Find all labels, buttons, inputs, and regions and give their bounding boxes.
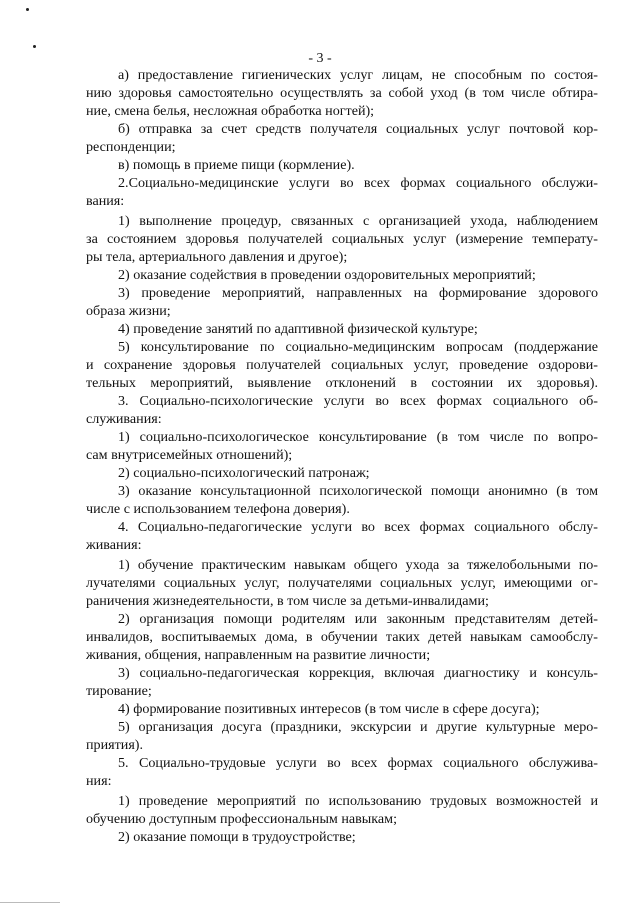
text-line: лучателями социальных услуг, получателями социальных услуг, имеющими ог- [86, 575, 598, 591]
text-line: ния: [86, 773, 112, 789]
text-line: вания: [86, 193, 125, 209]
document-body [86, 66, 598, 846]
text-line: б) отправка за счет средств получателя социальных услуг почтовой кор- [118, 121, 598, 137]
text-line: 2.Социально-медицинские услуги во всех формах социального обслужи- [118, 175, 598, 191]
text-line: 3) оказание консультационной психологической помощи анонимно (в том [118, 483, 598, 499]
text-line: приятия). [86, 737, 144, 753]
text-line: числе с использованием телефона доверия). [86, 501, 350, 517]
text-line: нию здоровья самостоятельно осуществлять за собой уход (в том числе обтира- [86, 85, 598, 101]
text-line: 3) социально-педагогическая коррекция, включая диагностику и консуль- [118, 665, 598, 681]
text-line: тирование; [86, 683, 152, 699]
text-line: обучению доступным профессиональным навыкам; [86, 811, 398, 827]
text-line: и сохранение здоровья получателей социальных услуг, проведение оздорови- [86, 357, 598, 373]
text-line: ние, смена белья, несложная обработка ногтей); [86, 103, 375, 119]
text-line: сам внутрисемейных отношений); [86, 447, 293, 463]
text-line: служивания: [86, 411, 162, 427]
text-line: 1) выполнение процедур, связанных с организацией ухода, наблюдением [118, 213, 598, 229]
text-line: 3) проведение мероприятий, направленных на формирование здорового [118, 285, 598, 301]
text-line: 5) консультирование по социально-медицинским вопросам (поддержание [118, 339, 598, 355]
text-line: а) предоставление гигиенических услуг лицам, не способным по состоя- [118, 67, 598, 83]
text-line: 5. Социально-трудовые услуги во всех формах социального обслужива- [118, 755, 598, 771]
text-line: за состоянием здоровья получателей социальных услуг (измерение температу- [86, 231, 598, 247]
text-line: ры тела, артериального давления и другое); [86, 249, 348, 265]
text-line: 2) оказание помощи в трудоустройстве; [118, 829, 356, 845]
page-number: - 3 - [308, 51, 332, 66]
text-line: 4) формирование позитивных интересов (в том числе в сфере досуга); [118, 701, 540, 717]
text-line: 2) организация помощи родителям или законным представителям детей- [118, 611, 598, 627]
text-line: 4) проведение занятий по адаптивной физической культуре; [118, 321, 478, 337]
scan-edge-line [0, 902, 60, 903]
text-line: респонденции; [86, 139, 176, 155]
text-line: живания: [86, 537, 142, 553]
text-line: 3. Социально-психологические услуги во всех формах социального об- [118, 393, 598, 409]
text-line: 1) социально-психологическое консультирование (в том числе по вопро- [118, 429, 598, 445]
scan-speck [33, 45, 36, 48]
text-line: инвалидов, воспитываемых дома, в обучении таких детей навыкам самообслу- [86, 629, 598, 645]
text-line: 4. Социально-педагогические услуги во всех формах социального обслу- [118, 519, 598, 535]
scan-speck [26, 8, 29, 11]
text-line: образа жизни; [86, 303, 171, 319]
text-line: раничения жизнедеятельности, в том числе за детьми-инвалидами; [86, 593, 489, 609]
text-line: 1) проведение мероприятий по использованию трудовых возможностей и [118, 793, 598, 809]
text-line: 2) оказание содействия в проведении оздоровительных мероприятий; [118, 267, 536, 283]
text-line: в) помощь в приеме пищи (кормление). [118, 157, 355, 173]
text-line: 5) организация досуга (праздники, экскурсии и другие культурные меро- [118, 719, 598, 735]
text-line: тельных мероприятий, выявление отклонений в состоянии их здоровья). [86, 375, 598, 391]
text-line: живания, общения, направленным на развитие личности; [86, 647, 431, 663]
text-line: 2) социально-психологический патронаж; [118, 465, 370, 481]
text-line: 1) обучение практическим навыкам общего ухода за тяжелобольными по- [118, 557, 598, 573]
